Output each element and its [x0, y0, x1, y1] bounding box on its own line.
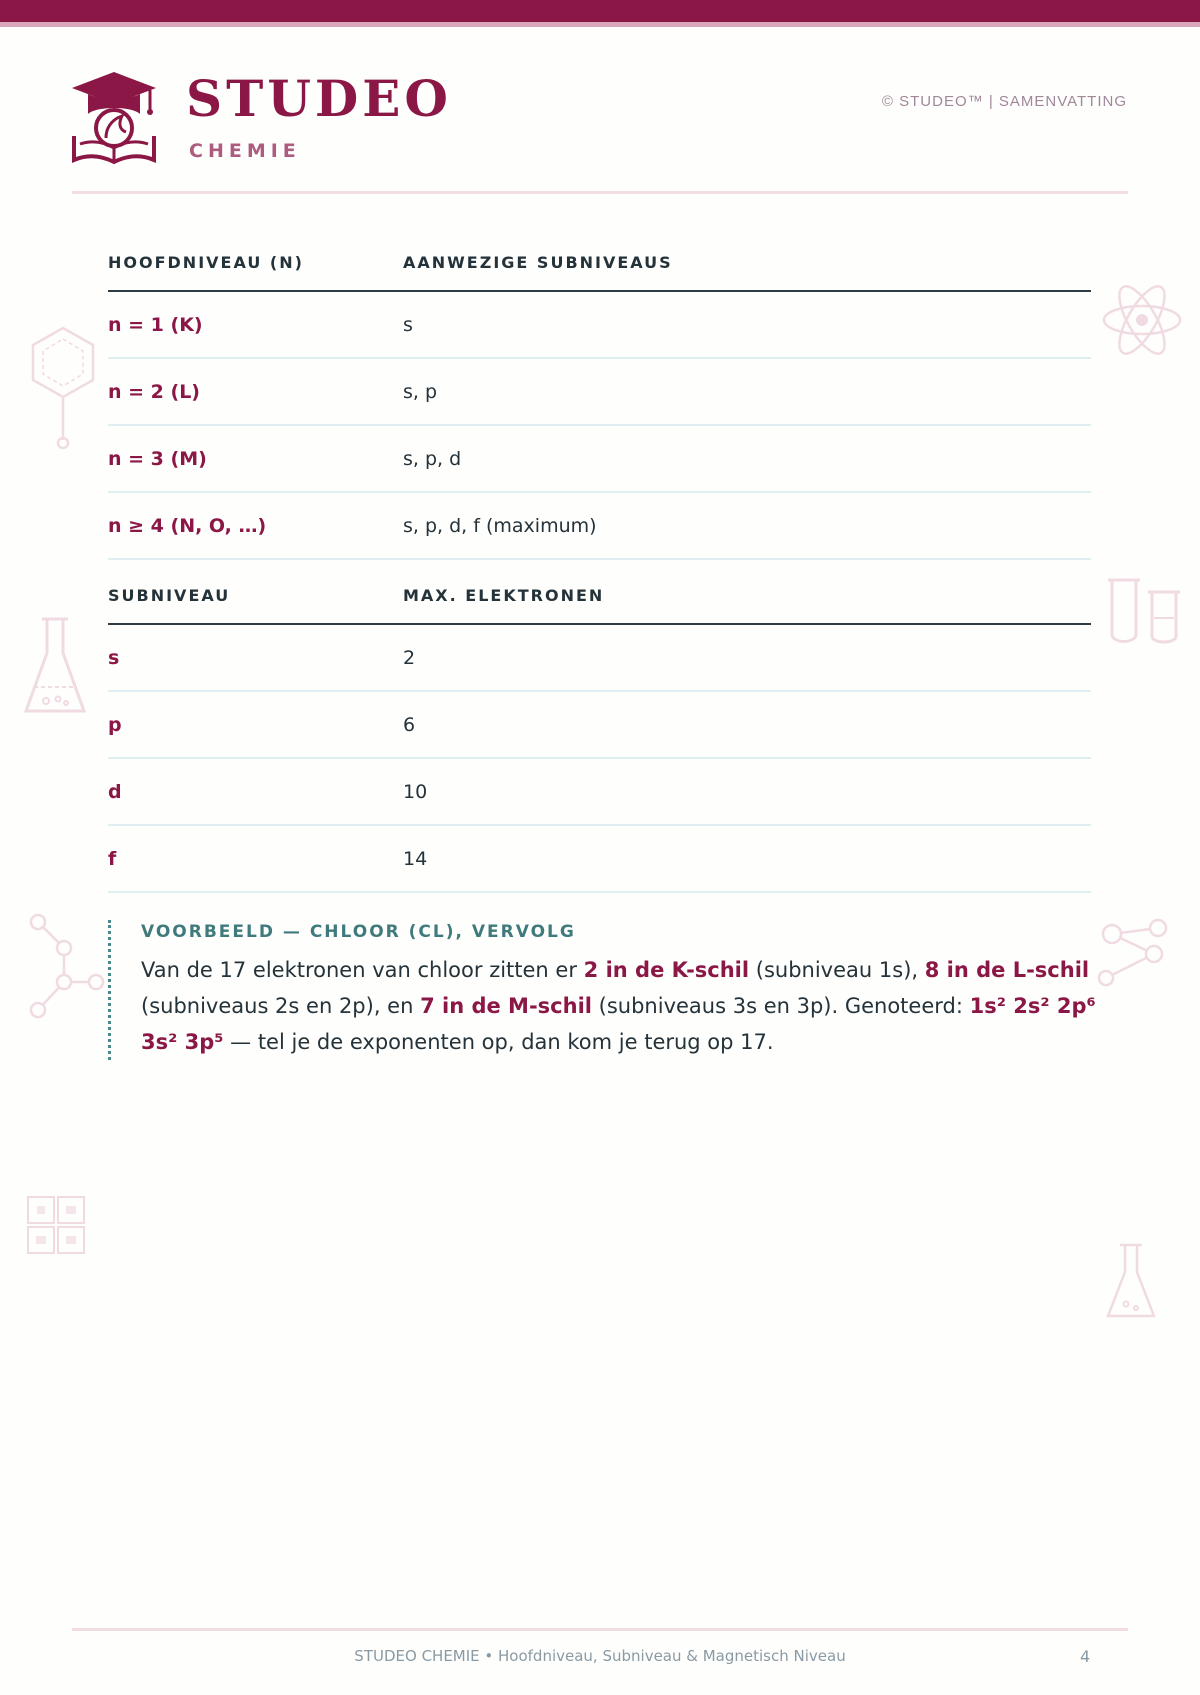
example-highlight: 7 in de M-schil: [420, 994, 592, 1018]
table-cell: s, p, d, f (maximum): [403, 492, 1091, 559]
column-header: MAX. ELEKTRONEN: [403, 567, 1091, 624]
table-row: [108, 358, 1091, 425]
example-text-part: (subniveau 1s),: [749, 958, 925, 982]
graduation-book-logo-icon: [70, 70, 158, 166]
table-cell: 10: [403, 758, 1091, 825]
table-cell: 14: [403, 825, 1091, 892]
table-row: [108, 425, 1091, 492]
top-bar: [0, 0, 1200, 22]
flask-icon: [22, 615, 88, 719]
main-levels-table: [108, 234, 1091, 560]
atom-icon: [1100, 282, 1184, 358]
periodic-table-icon: [26, 1195, 88, 1257]
table-header-row: [108, 567, 1091, 624]
table-cell: 2: [403, 624, 1091, 691]
example-text: [141, 952, 1101, 1060]
brand-name: STUDEO: [186, 69, 452, 128]
example-text-part: Van de 17 elektronen van chloor zitten er: [141, 958, 584, 982]
table-row: [108, 624, 1091, 691]
table-cell: f: [108, 825, 403, 892]
table-header-row: [108, 234, 1091, 291]
table-cell: n = 2 (L): [108, 358, 403, 425]
page-number: 4: [1080, 1647, 1091, 1666]
table-cell: n ≥ 4 (N, O, …): [108, 492, 403, 559]
flask-small-icon: [1104, 1242, 1158, 1322]
sublevels-table: [108, 567, 1091, 893]
table-row: [108, 825, 1091, 892]
top-bar-accent: [0, 22, 1200, 27]
copyright-label: © STUDEO™ | SAMENVATTING: [881, 93, 1127, 110]
example-highlight: 2 in de K-schil: [583, 958, 750, 982]
example-highlight: 1s² 2s² 2p⁶ 3s² 3p⁵: [141, 994, 1096, 1054]
example-title: VOORBEELD — CHLOOR (CL), VERVOLG: [141, 922, 576, 942]
example-box: [108, 920, 1101, 1060]
column-header: AANWEZIGE SUBNIVEAUS: [403, 234, 1091, 291]
table-cell: s: [403, 291, 1091, 358]
example-text-part: — tel je de exponenten op, dan kom je terug op 17.: [223, 1030, 774, 1054]
table-row: [108, 492, 1091, 559]
table-cell: n = 3 (M): [108, 425, 403, 492]
footer-divider: [72, 1628, 1128, 1631]
header-divider: [72, 191, 1128, 194]
brand-subject: CHEMIE: [189, 140, 301, 162]
example-text-part: (subniveaus 2s en 2p), en: [141, 994, 421, 1018]
test-tubes-icon: [1106, 578, 1182, 646]
table-cell: p: [108, 691, 403, 758]
table-cell: s, p: [403, 358, 1091, 425]
table-cell: 6: [403, 691, 1091, 758]
table-row: [108, 691, 1091, 758]
hexagon-molecule-icon: [28, 325, 98, 450]
footer-text: STUDEO CHEMIE • Hoofdniveau, Subniveau & Magnetisch Niveau: [354, 1647, 846, 1665]
example-text-part: (subniveaus 3s en 3p). Genoteerd:: [591, 994, 970, 1018]
table-cell: n = 1 (K): [108, 291, 403, 358]
example-highlight: 8 in de L-schil: [924, 958, 1090, 982]
column-header: SUBNIVEAU: [108, 567, 403, 624]
molecule-network-icon: [26, 912, 106, 1022]
table-cell: s: [108, 624, 403, 691]
column-header: HOOFDNIVEAU (N): [108, 234, 403, 291]
share-molecule-icon: [1096, 918, 1170, 988]
table-row: [108, 291, 1091, 358]
table-cell: d: [108, 758, 403, 825]
table-row: [108, 758, 1091, 825]
table-cell: s, p, d: [403, 425, 1091, 492]
